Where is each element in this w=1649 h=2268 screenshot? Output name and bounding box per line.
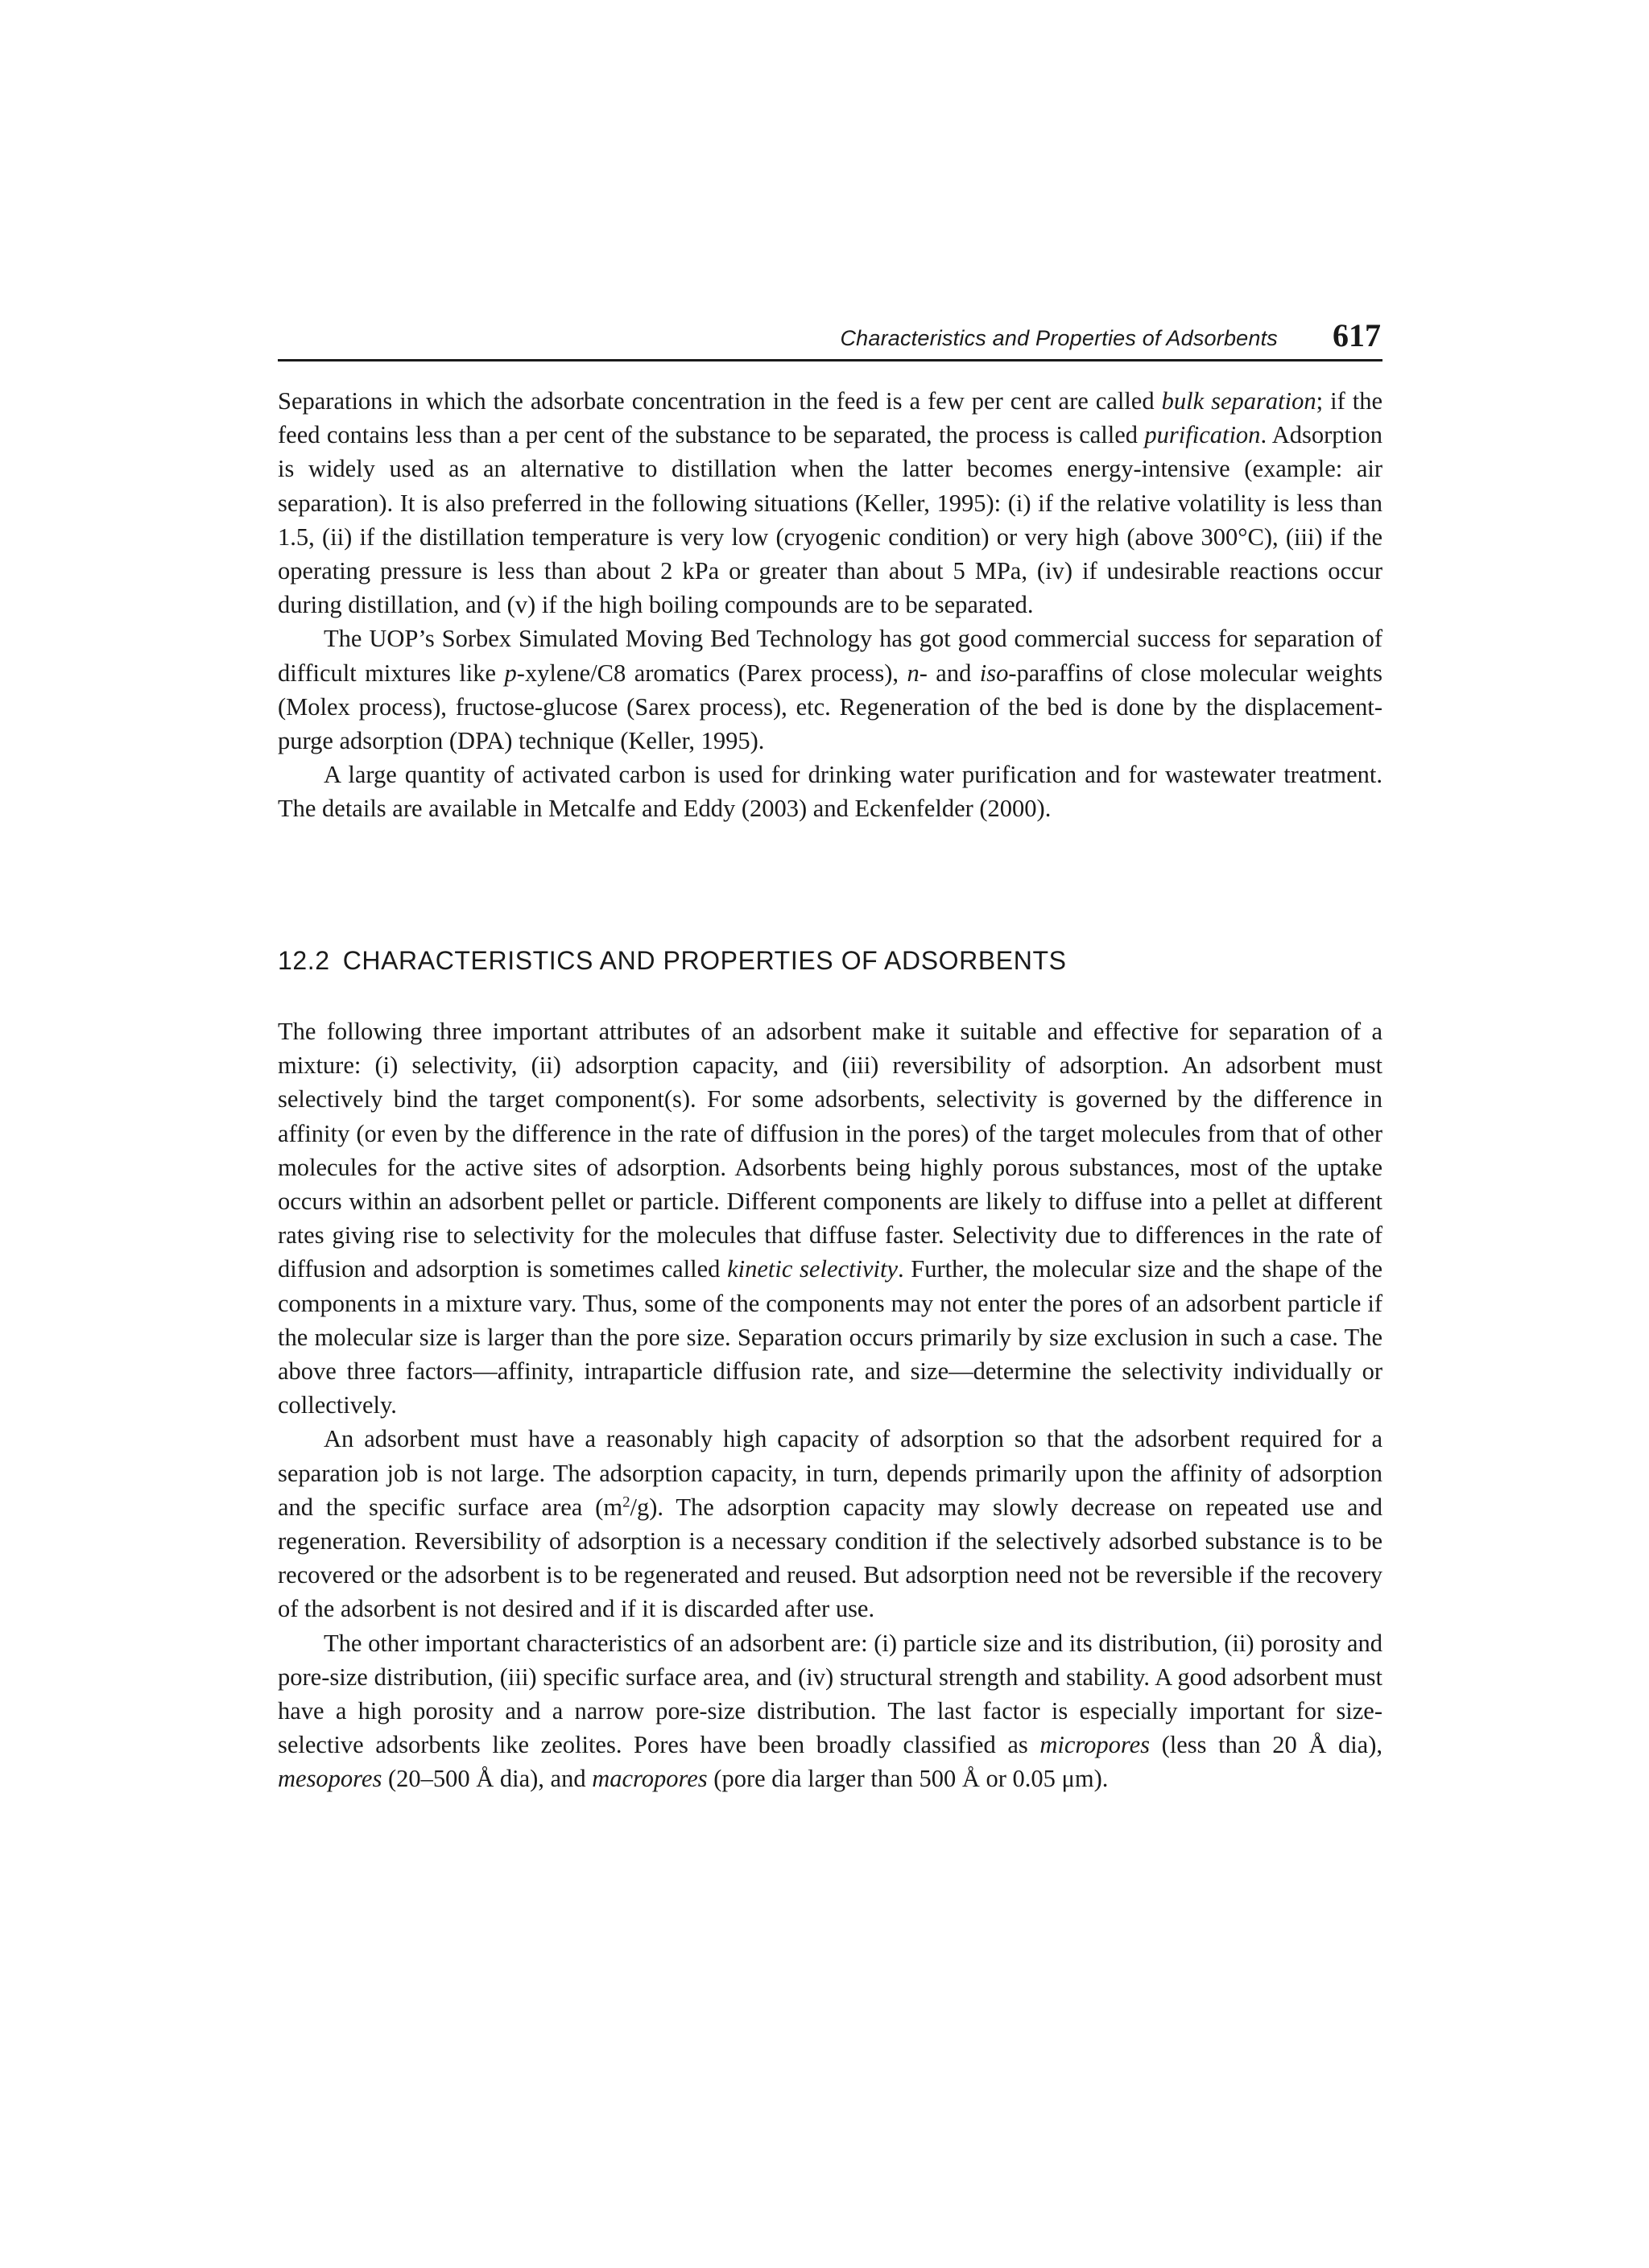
- italic-term: iso: [979, 659, 1009, 687]
- page-number: 617: [1333, 317, 1381, 353]
- running-title: Characteristics and Properties of Adsorbents: [840, 326, 1278, 350]
- italic-term: mesopores: [278, 1765, 382, 1793]
- superscript: 2: [622, 1493, 630, 1511]
- paragraph: A large quantity of activated carbon is used for drinking water purification and for wastewater treatment. The details are available in Metcalfe and Eddy (2003) and Eckenfelder (2000).: [278, 761, 1382, 823]
- paragraph: The following three important attributes of an adsorbent make it suitable and effective for separation of a mixture: (i) selectivity, (ii) adsorption capacity, and (iii) reversibility of adsorption. An adsorbent must selectively bind the target component(s). For some adsorbents, selectivity is governed by the difference in affinity (or even by the difference in the rate of diffusion in the pores) of the target molecules from that of other molecules for the active sites of adsorption. Adsorbents being highly porous substances, most of the uptake occurs within an adsorbent pellet or particle. Different components are likely to diffuse into a pellet at different rates giving rise to selectivity for the molecules that diffuse faster. Selectivity due to differences in the rate of diffusion and adsorption is sometimes called kinetic selectivity. Further, the molecular size and the shape of the components in a mixture vary. Thus, some of the components may not enter the pores of an adsorbent particle if the molecular size is larger than the pore size. Separation occurs primarily by size exclusion in such a case. The above three factors—affinity, intraparticle diffusion rate, and size—determine the selectivity individually or collectively.: [278, 1018, 1382, 1419]
- italic-term: macropores: [592, 1765, 708, 1793]
- paragraph: The other important characteristics of an adsorbent are: (i) particle size and its distribution, (ii) porosity and pore-size distribution, (iii) specific surface area, and (iv) structural strength and stability. A good adsorbent must have a high porosity and a narrow pore-size distribution. The last factor is especially important for size-selective adsorbents like zeolites. Pores have been broadly classified as micropores (less than 20 Å dia), mesopores (20–500 Å dia), and macropores (pore dia larger than 500 Å or 0.05 μm).: [278, 1629, 1382, 1793]
- italic-term: bulk separation: [1161, 387, 1316, 415]
- section-title: CHARACTERISTICS AND PROPERTIES OF ADSORBENTS: [342, 946, 1067, 975]
- italic-term: purification: [1144, 421, 1261, 449]
- running-header: [278, 316, 1382, 361]
- section-text: [278, 1014, 1382, 1796]
- italic-term: n: [907, 659, 920, 687]
- italic-term: p: [504, 659, 517, 687]
- italic-term: micropores: [1039, 1731, 1150, 1759]
- italic-term: kinetic selectivity: [727, 1255, 898, 1283]
- paragraph: Separations in which the adsorbate concentration in the feed is a few per cent are called bulk separation; if the feed contains less than a per cent of the substance to be separated, the process is called purification. Adsorption is widely used as an alternative to distillation when the latter becomes energy-intensive (example: air separation). It is also preferred in the following situations (Keller, 1995): (i) if the relative volatility is less than 1.5, (ii) if the distillation temperature is very low (cryogenic condition) or very high (above 300°C), (iii) if the operating pressure is less than about 2 kPa or greater than about 5 MPa, (iv) if undesirable reactions occur during distillation, and (v) if the high boiling compounds are to be separated.: [278, 387, 1383, 619]
- paragraph: An adsorbent must have a reasonably high capacity of adsorption so that the adsorbent required for a separation job is not large. The adsorption capacity, in turn, depends primarily upon the affinity of adsorption and the specific surface area $(m^2/g)$. The adsorption capacity may slowly decrease on repeated use and regeneration. Reversibility of adsorption is a necessary condition if the selectively adsorbed substance is to be recovered or the adsorbent is to be regenerated and reused. But adsorption need not be reversible if the recovery of the adsorbent is not desired and if it is discarded after use.: [278, 1425, 1382, 1623]
- intro-text: [278, 384, 1382, 826]
- section-number: 12.2: [278, 946, 330, 975]
- paragraph: The UOP’s Sorbex Simulated Moving Bed Technology has got good commercial success for separation of difficult mixtures like p-xylene/C8 aromatics (Parex process), n- and iso-paraffins of close molecular weights (Molex process), fructose-glucose (Sarex process), etc. Regeneration of the bed is done by the displacement-purge adsorption (DPA) technique (Keller, 1995).: [278, 625, 1383, 755]
- section-heading: [278, 946, 1382, 976]
